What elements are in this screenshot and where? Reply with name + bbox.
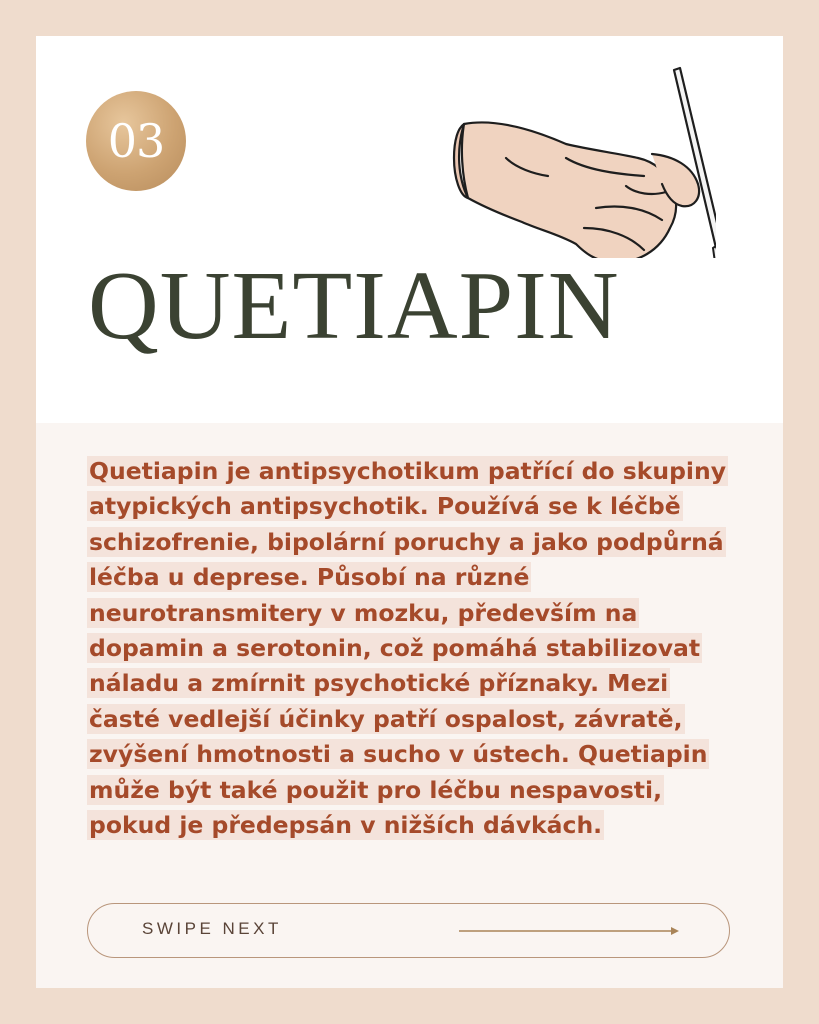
slide-number-badge <box>86 91 186 191</box>
header-section <box>36 36 783 423</box>
description-text <box>87 454 737 843</box>
page-title: QUETIAPIN <box>88 252 620 360</box>
slide-number: 03 <box>107 114 165 168</box>
slide-card <box>36 36 783 988</box>
gloved-hand-holding-scalpel-icon <box>416 58 716 258</box>
description-highlight: Quetiapin je antipsychotikum patřící do skupiny atypických antipsychotik. Používá se k léčbě schizofrenie, bipolární poruchy a jako podpůrná léčba u deprese. Působí na různé neurotransmitery v mozku, především na dopamin a serotonin, což pomáhá stabilizovat náladu a zmírnit psychotické příznaky. Mezi časté vedlejší účinky patří ospalost, závratě, zvýšení hmotnosti a sucho v ústech. Quetiapin může být také použit pro léčbu nespavosti, pokud je předepsán v nižších dávkách. <box>89 457 727 840</box>
swipe-next-label: SWIPE NEXT <box>142 919 282 938</box>
swipe-next-button[interactable] <box>87 903 730 958</box>
arrow-right-icon <box>459 924 681 938</box>
